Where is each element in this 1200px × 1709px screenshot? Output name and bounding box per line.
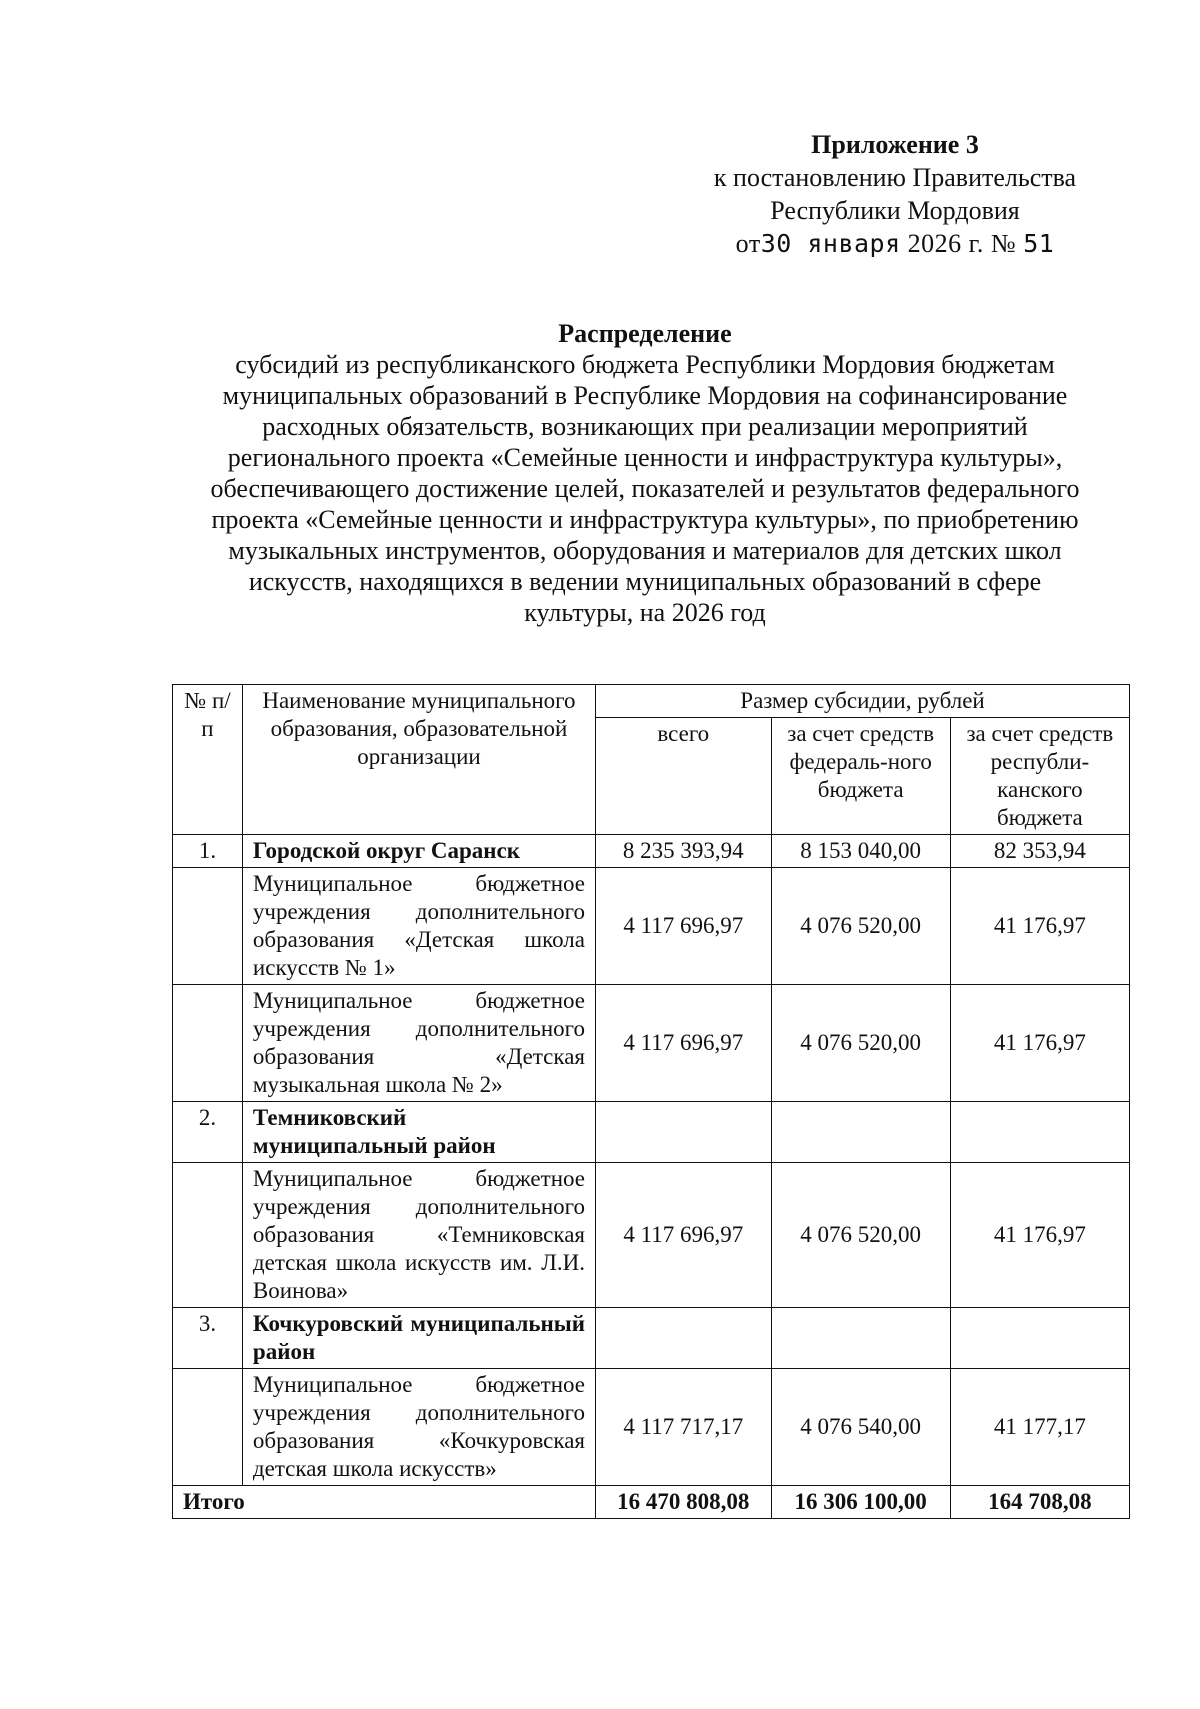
table-row	[173, 1102, 1130, 1163]
cell-federal: 4 076 540,00	[771, 1369, 950, 1486]
cell-federal: 4 076 520,00	[771, 1163, 950, 1308]
cell-name: Муниципальное бюджетное учреждения дополнительного образования «Детская школа искусств № 1»	[242, 868, 595, 985]
cell-no	[173, 868, 243, 985]
cell-regional: 82 353,94	[950, 835, 1129, 868]
cell-total: 8 235 393,94	[596, 835, 772, 868]
cell-name: Городской округ Саранск	[242, 835, 595, 868]
cell-federal: 8 153 040,00	[771, 835, 950, 868]
cell-name: Муниципальное бюджетное учреждения дополнительного образования «Темниковская детская школа искусств им. Л.И. Воинова»	[242, 1163, 595, 1308]
totals-label: Итого	[173, 1486, 596, 1519]
table-row	[173, 835, 1130, 868]
cell-total	[596, 1308, 772, 1369]
table-row	[173, 1369, 1130, 1486]
cell-regional	[950, 1308, 1129, 1369]
cell-total: 4 117 717,17	[596, 1369, 772, 1486]
document-subtitle-line: обеспечивающего достижение целей, показателей и результатов федерального	[210, 474, 1080, 503]
totals-row	[173, 1486, 1130, 1519]
header-total: всего	[596, 718, 772, 835]
appendix-line-1: к постановлению Правительства	[713, 163, 1077, 192]
cell-name: Кочкуровский муниципальный район	[242, 1308, 595, 1369]
cell-regional	[950, 1102, 1129, 1163]
cell-no: 1.	[173, 835, 243, 868]
document-subtitle-line: субсидий из республиканского бюджета Республики Мордовия бюджетам	[235, 350, 1055, 379]
cell-no	[173, 1163, 243, 1308]
totals-regional: 164 708,08	[950, 1486, 1129, 1519]
cell-regional: 41 176,97	[950, 868, 1129, 985]
date-mid: 2026 г. №	[900, 229, 1024, 258]
appendix-date-line	[660, 227, 1130, 260]
document-subtitle-line: регионального проекта «Семейные ценности и инфраструктура культуры»,	[227, 443, 1063, 472]
date-stamp: 30 января	[760, 229, 901, 258]
document-subtitle-line: музыкальных инструментов, оборудования и материалов для детских школ	[228, 536, 1062, 565]
cell-federal: 4 076 520,00	[771, 868, 950, 985]
cell-no	[173, 1369, 243, 1486]
date-prefix: от	[735, 229, 761, 258]
cell-no: 3.	[173, 1308, 243, 1369]
table-row	[173, 1163, 1130, 1308]
header-no: № п/п	[173, 685, 243, 835]
header-name: Наименование муниципального образования, образовательной организации	[242, 685, 595, 835]
cell-name: Муниципальное бюджетное учреждения дополнительного образования «Детская музыкальная школа № 2»	[242, 985, 595, 1102]
totals-federal: 16 306 100,00	[771, 1486, 950, 1519]
number-stamp: 51	[1023, 229, 1055, 258]
document-subtitle-line: проекта «Семейные ценности и инфраструктура культуры», по приобретению	[211, 505, 1079, 534]
cell-no	[173, 985, 243, 1102]
appendix-title: Приложение 3	[811, 130, 979, 159]
header-regional: за счет средств республи-канского бюджета	[950, 718, 1129, 835]
appendix-line-2: Республики Мордовия	[770, 196, 1020, 225]
cell-regional: 41 176,97	[950, 985, 1129, 1102]
cell-regional: 41 177,17	[950, 1369, 1129, 1486]
cell-total: 4 117 696,97	[596, 868, 772, 985]
document-title	[150, 318, 1140, 628]
cell-total: 4 117 696,97	[596, 1163, 772, 1308]
totals-total: 16 470 808,08	[596, 1486, 772, 1519]
cell-no: 2.	[173, 1102, 243, 1163]
document-subtitle-line: расходных обязательств, возникающих при реализации мероприятий	[262, 412, 1028, 441]
cell-federal	[771, 1308, 950, 1369]
cell-name: Муниципальное бюджетное учреждения дополнительного образования «Кочкуровская детская школа искусств»	[242, 1369, 595, 1486]
cell-total	[596, 1102, 772, 1163]
document-heading: Распределение	[558, 319, 732, 348]
document-subtitle-line: искусств, находящихся в ведении муниципальных образований в сфере	[248, 567, 1042, 596]
table-row	[173, 868, 1130, 985]
appendix-header	[660, 128, 1130, 260]
header-amount-group: Размер субсидии, рублей	[596, 685, 1130, 718]
table-row	[173, 985, 1130, 1102]
header-federal: за счет средств федераль-ного бюджета	[771, 718, 950, 835]
cell-regional: 41 176,97	[950, 1163, 1129, 1308]
cell-name: Темниковский муниципальный район	[242, 1102, 595, 1163]
cell-federal	[771, 1102, 950, 1163]
document-subtitle-line: муниципальных образований в Республике Мордовия на софинансирование	[222, 381, 1068, 410]
cell-total: 4 117 696,97	[596, 985, 772, 1102]
subsidy-table	[172, 684, 1130, 1519]
table-header-row	[173, 685, 1130, 718]
cell-federal: 4 076 520,00	[771, 985, 950, 1102]
table-row	[173, 1308, 1130, 1369]
document-subtitle-line: культуры, на 2026 год	[524, 598, 766, 627]
